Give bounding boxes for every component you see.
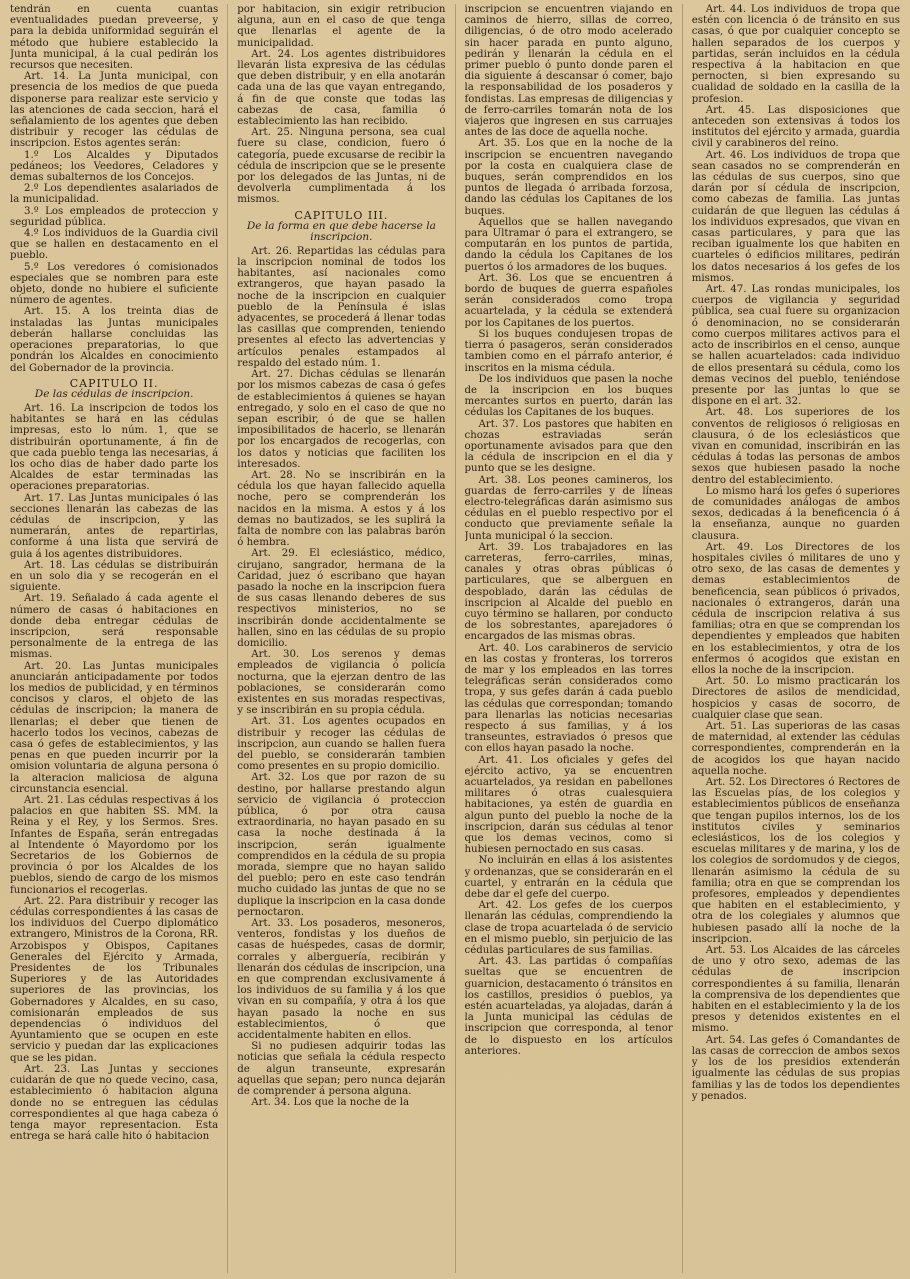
article-paragraph: Art. 53. Los Alcaides de las cárceles de uno y otro sexo, ademas de las cédulas de inscripcion correspondientes á su familia, llenarán la comprensiva de los dependientes que habiten en el establecimiento y la de los presos y detenidos existentes en el mismo. <box>691 945 900 1035</box>
article-paragraph: Art. 49. Los Directores de los hospitales civiles ó militares de uno y otro sexo, de las casas de dementes y demas establecimientos de beneficencia, sean públicos ó privados, nacionales ó extrangeros, darán una cédula de inscripcion relativa á sus familias; otra en que se comprendan los dependientes y empleados que habiten en los establecimientos, y otra de los enfermos ó acogidos que existan en ellos la noche de la inscripcion. <box>691 541 900 676</box>
article-paragraph: Art. 35. Los que en la noche de la inscripcion se encuentren navegando por la costa en cualquiera clase de buques, serán comprendidos en los puntos de llegada ó arribada forzosa, dando las cédulas los Capitanes de los buques. <box>464 138 673 217</box>
article-paragraph: Aquellos que se hallen navegando para Ultramar ó para el extrangero, se computarán en los puntos de partida, dando la cédula los Capitanes de los puertos ó los armadores de los buques. <box>464 216 673 273</box>
article-paragraph: Art. 40. Los carabineros de servicio en las costas y fronteras, los torreros de mar y los empleados en las torres telegráficas serán considerados como tropa, y sus gefes darán á cada pueblo las cédulas que correspondan; tomando para llenarlas las noticias necesarias respecto á sus familias, y á los transeuntes, estraviados ó presos que con ellos hayan pasado la noche. <box>464 642 673 755</box>
article-paragraph: Art. 33. Los posaderos, mesoneros, venteros, fondistas y los dueños de casas de huéspedes, casas de dormir, corrales y alberguería, recibirán y llenarán dos cédulas de inscripcion, una en que comprendan exclusivamente á los individuos de su familia y á los que vivan en su compañía, y otra á los que hayan pasado la noche en sus establecimientos, ó que accidentalmente habiten en ellos. <box>237 918 446 1042</box>
article-paragraph: Art. 34. Los que la noche de la <box>251 1097 410 1109</box>
article-paragraph: Art. 29. El eclesiástico, médico, cirujano, sangrador, hermana de la Caridad, juez ó escribano que hayan pasado la noche en la inscripcion fuera de sus casas llenando deberes de sus respectivos ministerios, no se inscribirán donde accidentalmente se hallen, sino en las cédulas de su propio domicilio. <box>237 548 446 649</box>
article-paragraph: Art. 17. Las Juntas municipales ó las secciones llenarán las cabezas de las cédulas de inscripcion, y las numerarán, antes de repartirlas, conforme á una lista que servirá de guia á los agentes distribuidores. <box>10 492 219 560</box>
article-paragraph: Art. 16. La inscripcion de todos los habitantes se hará en las cédulas impresas, esto lo núm. 1, que se distribuirán oportunamente, á fin de que cada pueblo tenga las necesarias, á los ocho dias de haber dado parte los Alcaldes de estar terminadas las operaciones preparatorias. <box>10 402 219 493</box>
article-paragraph: Si los buques condujesen tropas de tierra ó pasageros, serán considerados tambien como en el párrafo anterior, é inscritos en la misma cédula. <box>464 328 673 374</box>
column-1 <box>10 4 218 1273</box>
article-paragraph: Lo mismo hará los gefes ó superiores de comunidades análogas de ambos sexos, dedicadas á la beneficencia ó á la enseñanza, aunque no guarden clausura. <box>691 485 900 542</box>
article-paragraph: Art. 25. Ninguna persona, sea cual fuere su clase, condicion, fuero ó categoría, puede excusarse de recibir la cédula de inscripcion que se le presente por los delegados de las Juntas, ni de devolverla cumplimentada á los mismos. <box>237 127 446 206</box>
article-paragraph: Art. 37. Los pastores que habiten en chozas estraviadas serán oportunamente avisados para que den la cédula de inscripcion en el dia y punto que se les designe. <box>464 418 673 475</box>
article-paragraph: Art. 47. Las rondas municipales, los cuerpos de vigilancia y seguridad pública, sea cual fuere su organizacion ó denominacion, no se considerarán como cuerpos militares activos para el acto de inscribirlos en el censo, aunque se hallen acuartelados: cada individuo de ellos presentará su cédula, como los demas vecinos del pueblo, teniéndose presente por las juntas lo que se dispone en el art. 32. <box>691 284 900 408</box>
article-paragraph: Art. 32. Los que por razon de su destino, por hallarse prestando algun servicio de vigilancia ó proteccion pública, ó por otra causa extraordinaria, no hayan pasado en su casa la noche destinada á la inscripcion, serán igualmente comprendidos en la cédula de su propia morada, siempre que no hayan salido del pueblo; pero en este caso tendrán mucho cuidado las juntas de que no se duplique la inscripcion en la casa donde pernoctaron. <box>237 772 446 918</box>
article-paragraph: inscripcion se encuentren viajando en caminos de hierro, sillas de correo, diligencias, ó de otro modo acelerado sin hacer parada en punto alguno, pedirán y llenarán la cédula en el primer pueblo ó punto donde paren el dia siguiente á descansar ó comer, bajo la responsabilidad de los posaderos y fondistas. Las empresas de diligencias y de ferro-carriles tomarán nota de los viajeros que ingresen en sus carruajes antes de las doce de aquella noche. <box>464 4 673 139</box>
article-paragraph: Art. 38. Los peones camineros, los guardas de ferro-carriles y de líneas electro-telegráficas darán asimismo sus cédulas en el pueblo respectivo por el conducto que previamente señale la Junta municipal ó la seccion. <box>464 474 673 542</box>
column-rule <box>455 4 456 1273</box>
column-4 <box>692 4 900 1273</box>
article-paragraph: Art. 15. A los treinta dias de instaladas las Juntas municipales deberán hallarse concluidas las operaciones preparatorias, lo que pondrán los Alcaldes en conocimiento del Gobernador de la provincia. <box>10 306 219 374</box>
article-paragraph: Art. 22. Para distribuir y recoger las cédulas correspondientes á las casas de los individuos del Cuerpo diplomático extrangero, Ministros de la Corona, RR. Arzobispos y Obispos, Capitanes Generales del Ejército y Armada, Presidentes de los Tribunales Superiores y de las Autoridades superiores de las provincias, los Gobernadores y Alcaldes, en su caso, comisionarán empleados de sus dependencias ó individuos del Ayuntamiento que se ocupen en este servicio y puedan dar las explicaciones que se les pidan. <box>10 895 219 1064</box>
column-3 <box>465 4 673 1273</box>
column-rule <box>227 4 228 1273</box>
article-paragraph: De los individuos que pasen la noche de la inscripcion en los buques mercantes surtos en puerto, darán las cédulas los Capitanes de los buques. <box>464 373 673 419</box>
article-paragraph: Art. 14. La Junta municipal, con presencia de los medios de que pueda disponerse para realizar este servicio y las atenciones de cada seccion, hará el señalamiento de los agentes que deben distribuir y recoger las cédulas de inscripcion. Estos agentes serán: <box>10 71 219 150</box>
article-paragraph: Art. 46. Los individuos de tropa que sean casados no se comprenderán en las cédulas de sus cuerpos, sino que darán por sí cédula de inscripcion, como cabezas de familia. Las juntas cuidarán de que lleguen las cédulas á los individuos expresados, que vivan en casas particulares, y para que las reciban igualmente los que habiten en cuarteles ó edificios militares, pedirán los datos necesarios á los gefes de los mismos. <box>691 149 900 284</box>
article-paragraph: Art. 48. Los superiores de los conventos de religiosos ó religiosas en clausura, ó de los eclesiásticos que vivan en comunidad, inscribirán en las cédulas á todas las personas de ambos sexos que hubiesen pasado la noche dentro del establecimiento. <box>691 407 900 486</box>
column-rule <box>682 4 683 1273</box>
article-paragraph: Si no pudiesen adquirir todas las noticias que señala la cédula respecto de algun transeunte, expresarán aquellas que sepan; pero nunca dejarán de comprender á persona alguna. <box>237 1041 446 1098</box>
chapter-heading: CAPITULO III. <box>294 208 389 222</box>
article-paragraph: Art. 18. Las cédulas se distribuirán en un solo dia y se recogerán en el siguiente. <box>10 559 219 594</box>
article-paragraph: Art. 39. Los trabajadores en las carreteras, ferro-carriles, minas, canales y otras obras públicas ó particulares, que se alberguen en despoblado, darán las cédulas de inscripcion al Alcalde del pueblo en cuyo término se hallaren, por conducto de los sobrestantes, aparejadores ó encargados de las mismas obras. <box>464 541 673 643</box>
article-paragraph: Art. 45. Las disposiciones que anteceden son extensivas á todos los institutos del ejército y armada, guardia civil y carabineros del reino. <box>691 104 900 150</box>
article-paragraph: por habitacion, sin exigir retribucion alguna, aun en el caso de que tenga que llenarlas el agente de la municipalidad. <box>237 4 446 49</box>
article-paragraph: Art. 54. Las gefes ó Comandantes de las casas de correccion de ambos sexos y los de los presidios extenderán igualmente las cédulas de sus propias familias y las de todos los dependientes y penados. <box>691 1034 900 1102</box>
article-paragraph: Art. 28. No se inscribirán en la cédula los que hayan fallecido aquella noche, pero se comprenderán los nacidos en la misma. A estos y á los demas no bautizados, se les suplirá la falta de nombre con las palabras barón ó hembra. <box>237 469 446 549</box>
article-paragraph: 4.º Los individuos de la Guardia civil que se hallen en destacamento en el pueblo. <box>10 228 219 262</box>
article-paragraph: Art. 41. Los oficiales y gefes del ejército activo, ya se encuentren acuartelados, ya residan en pabellones militares ó otras cualesquiera habitaciones, ya estén de guardia en algun punto del pueblo la noche de la inscripcion, darán sus cédulas al tenor que los demas vecinos, como si hubiesen pernoctado en sus casas. <box>464 754 673 856</box>
article-paragraph: Art. 42. Los gefes de los cuerpos llenarán las cédulas, comprendiendo la clase de tropa acuartelada ó de servicio en el mismo pueblo, sin perjuicio de las cédulas particulares de sus familias. <box>464 900 673 957</box>
article-paragraph: tendrán en cuenta cuantas eventualidades puedan preveerse, y para la debida uniformidad seguirán el método que hubiere establecido la Junta municipal, á la cual pedirán los recursos que necesiten. <box>10 4 219 72</box>
article-paragraph: Art. 23. Las Juntas y secciones cuidarán de que no quede vecino, casa, establecimiento ó habitacion alguna donde no se entreguen las cédulas correspondientes al que haga cabeza ó tenga mayor representacion. Esta entrega se hará calle hito ó habitacion <box>10 1063 219 1143</box>
article-paragraph: Art. 24. Los agentes distribuidores llevarán lista expresiva de las cédulas que deben distribuir, y en ella anotarán cada una de las que vayan entregando, á fin de que conste que todas las cabezas de casa, familia ó establecimiento las han recibido. <box>237 48 446 128</box>
article-paragraph: 2.º Los dependientes asalariados de la municipalidad. <box>10 183 219 206</box>
article-paragraph: Art. 36. Los que se encuentren á bordo de buques de guerra españoles serán considerados como tropa acuartelada, y la cédula se extenderá por los Capitanes de los puertos. <box>464 272 673 329</box>
article-paragraph: Art. 20. Las Juntas municipales anunciarán anticipadamente por todos los medios de publicidad, y en términos concisos y claros, el objeto de las cédulas de inscripcion; la manera de llenarlas; el deber que tienen de hacerlo todos los vecinos, cabezas de casa ó gefes de establecimientos, y las penas en que pueden incurrir por la omision voluntaria de alguna persona ó la alteracion maliciosa de alguna circunstancia esencial. <box>10 660 219 795</box>
columns-container <box>10 4 900 1273</box>
article-paragraph: Art. 27. Dichas cédulas se llenarán por los mismos cabezas de casa ó gefes de establecimientos á quienes se hayan entregado, y solo en el caso de que no sepan escribir, ó de que se hallen imposibilitados de hacerlo, se llenarán por los encargados de recogerlas, con los datos y noticias que faciliten los interesados. <box>237 369 446 470</box>
article-paragraph: Art. 21. Las cédulas respectivas á los palacios en que habiten SS. MM. la Reina y el Rey, y los Sermos. Sres. Infantes de España, serán entregadas al Intendente ó Mayordomo por los Secretarios de los Gobiernos de provincia ó por los Alcaldes de los pueblos, siendo de cargo de los mismos funcionarios el recogerlas. <box>10 795 219 896</box>
chapter-subtitle: De las cédulas de inscripcion. <box>34 387 194 400</box>
article-paragraph: Art. 44. Los individuos de tropa que estén con licencia ó de tránsito en sus casas, ó que por cualquier concepto se hallen separados de los cuerpos y partidas, serán incluidos en la cédula respectiva á la habitacion en que pernocten, si bien expresando su cualidad de soldado en la casilla de la profesion. <box>691 4 900 105</box>
article-paragraph: Art. 19. Señalado á cada agente el número de casas ó habitaciones en donde deba entregar cédulas de inscripcion, será responsable personalmente de la entrega de las mismas. <box>10 593 219 661</box>
article-paragraph: Art. 30. Los serenos y demas empleados de vigilancia ó policía nocturna, que la ejerzan dentro de las poblaciones, se considerarán como existentes en sus moradas respectivas, y se inscribirán en su propia cédula. <box>237 649 446 717</box>
article-paragraph: Art. 26. Repartidas las cédulas para la inscripcion nominal de todos los habitantes, así nacionales como extrangeros, que hayan pasado la noche de la inscripcion en cualquier pueblo de la Península é islas adyacentes, se procederá á llenar todas las casillas que comprenden, teniendo presentes al efecto las advertencias y artículos penales estampados al respaldo del estado núm. 1. <box>237 245 446 369</box>
chapter-subtitle: De la forma en que debe hacerse la inscripcion. <box>246 219 436 243</box>
article-paragraph: 5.º Los veredores ó comisionados especiales que se nombren para este objeto, donde no hubiere el suficiente número de agentes. <box>10 261 219 307</box>
chapter-heading: CAPITULO II. <box>69 376 159 390</box>
article-paragraph: No incluirán en ellas á los asistentes y ordenanzas, que se considerarán en el cuartel, y entrarán en la cédula que debe dar el gefe del cuerpo. <box>464 855 673 901</box>
article-paragraph: Art. 50. Lo mismo practicarán los Directores de asilos de mendicidad, hospicios y casas de socorro, de cualquier clase que sean. <box>691 676 900 721</box>
article-paragraph: Art. 31. Los agentes ocupados en distribuir y recoger las cédulas de inscripcion, aun cuando se hallen fuera del pueblo, se considerarán tambien como presentes en su propio domicilio. <box>237 716 446 773</box>
article-paragraph: Art. 52. Los Directores ó Rectores de las Escuelas pías, de los colegios y establecimientos públicos de enseñanza que tengan pupilos internos, los de los institutos civiles y seminarios eclesiásticos, los de los colegios y escuelas militares y de marina, y los de los colegios de sordomudos y de ciegos, llenarán asimismo la cédula de su familia; otra en que se comprendan los profesores, empleados y dependientes que habiten en el establecimiento, y otra de los colegiales y alumnos que hubiesen pasado allí la noche de la inscripcion. <box>691 777 900 945</box>
article-paragraph: Art. 51. Las superioras de las casas de maternidad, al extender las cédulas correspondientes, comprenderán en la de acogidos los que hayan nacido aquella noche. <box>691 721 900 777</box>
article-paragraph: 3.º Los empleados de proteccion y seguridad pública. <box>10 205 219 228</box>
article-paragraph: Art. 43. Las partidas ó compañías sueltas que se encuentren de guarnicion, destacamento ó tránsitos en los castillos, presidios ó pueblos, ya estén acuarteladas, ya alojadas, darán á la Junta municipal las cédulas de inscripcion que corresponda, al tenor de lo dispuesto en los artículos anteriores. <box>464 956 673 1057</box>
column-2 <box>237 4 445 1273</box>
article-paragraph: 1.º Los Alcaldes y Diputados pedáneos; los Veedores, Celadores y demas subalternos de los Concejos. <box>10 149 219 184</box>
